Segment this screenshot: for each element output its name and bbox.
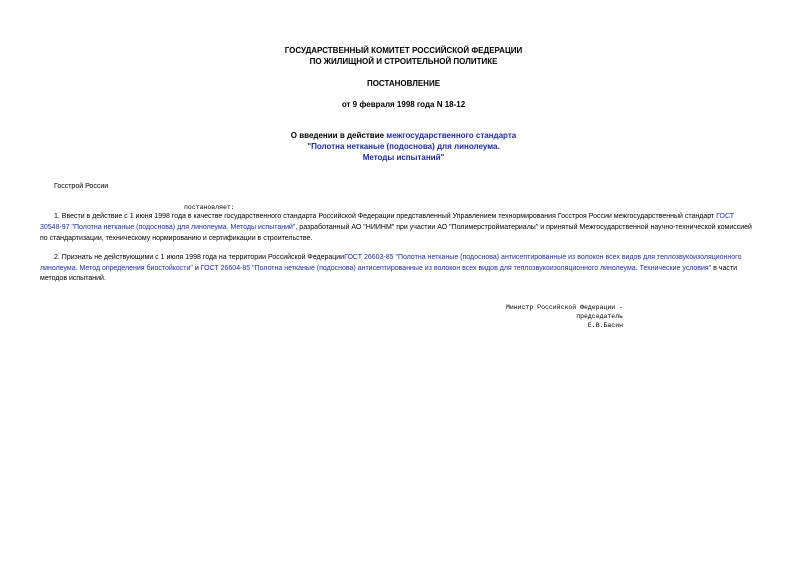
gost-30548-link-a[interactable]: ГОСТ: [716, 213, 735, 220]
issuer: Госстрой России: [54, 183, 109, 190]
p2-text-2: и: [192, 265, 201, 272]
title-link-3[interactable]: Методы испытаний": [362, 153, 445, 162]
signature-name: Е.В.Басин: [587, 322, 623, 329]
title-line-1: [0, 131, 807, 141]
title-prefix: О введении в действие: [290, 131, 387, 140]
resolves-word: постановляет:: [184, 204, 235, 211]
header-line-1: ГОСУДАРСТВЕННЫЙ КОМИТЕТ РОССИЙСКОЙ ФЕДЕРАЦИИ: [284, 46, 523, 55]
p1-text-2: , разработанный АО "НИИНМ" при участии АО "Полимерстройматериалы" и принятый Межгосударственной научно-технической комиссией: [295, 224, 752, 231]
paragraph-2-line-2: [40, 264, 775, 274]
title-link-1[interactable]: межгосударственного стандарта: [386, 131, 517, 140]
document-date: от 9 февраля 1998 года N 18-12: [341, 100, 466, 109]
gost-26604-link[interactable]: ГОСТ 26604-85 "Полотна нетканые (подоснова) антисептированные из волокон всех видов для теплозвукоизоляционного линолеума. Технические условия": [200, 265, 712, 272]
gost-26603-link-b[interactable]: линолеума. Метод определения биостойкости": [40, 265, 193, 272]
p2-text-3: в части: [711, 265, 737, 272]
header-line-2: ПО ЖИЛИЩНОЙ И СТРОИТЕЛЬНОЙ ПОЛИТИКЕ: [309, 57, 498, 66]
p2-text-4: методов испытаний.: [40, 275, 106, 282]
p1-text-1: 1. Ввести в действие с 1 июня 1998 года в качестве государственного стандарта Российской Федерации представленный Управлением технормирования Госстроя России межгосударственный стандарт: [54, 213, 717, 220]
document-type: ПОСТАНОВЛЕНИЕ: [366, 79, 441, 88]
gost-30548-link-b[interactable]: 30548-97 "Полотна нетканые (подоснова) для линолеума. Методы испытаний": [40, 224, 296, 231]
title-link-2[interactable]: "Полотна нетканые (подоснова) для линолеума.: [307, 142, 500, 151]
paragraph-1: [40, 212, 775, 222]
p2-text-1: 2. Признать не действующими с 1 июля 1998 года на территории Российской Федерации: [54, 254, 345, 261]
paragraph-1-line-2: [40, 223, 775, 233]
signature-role: председатель: [576, 313, 623, 320]
p1-text-3: по стандартизации, техническому нормированию и сертификации в строительстве.: [40, 235, 313, 242]
paragraph-2: [40, 253, 775, 263]
signature-title: Министр Российской Федерации -: [505, 304, 623, 311]
gost-26603-link-a[interactable]: ГОСТ 26603-85 "Полотна нетканые (подоснова) антисептированные из волокон всех видов для теплозвукоизоляционного: [344, 254, 742, 261]
